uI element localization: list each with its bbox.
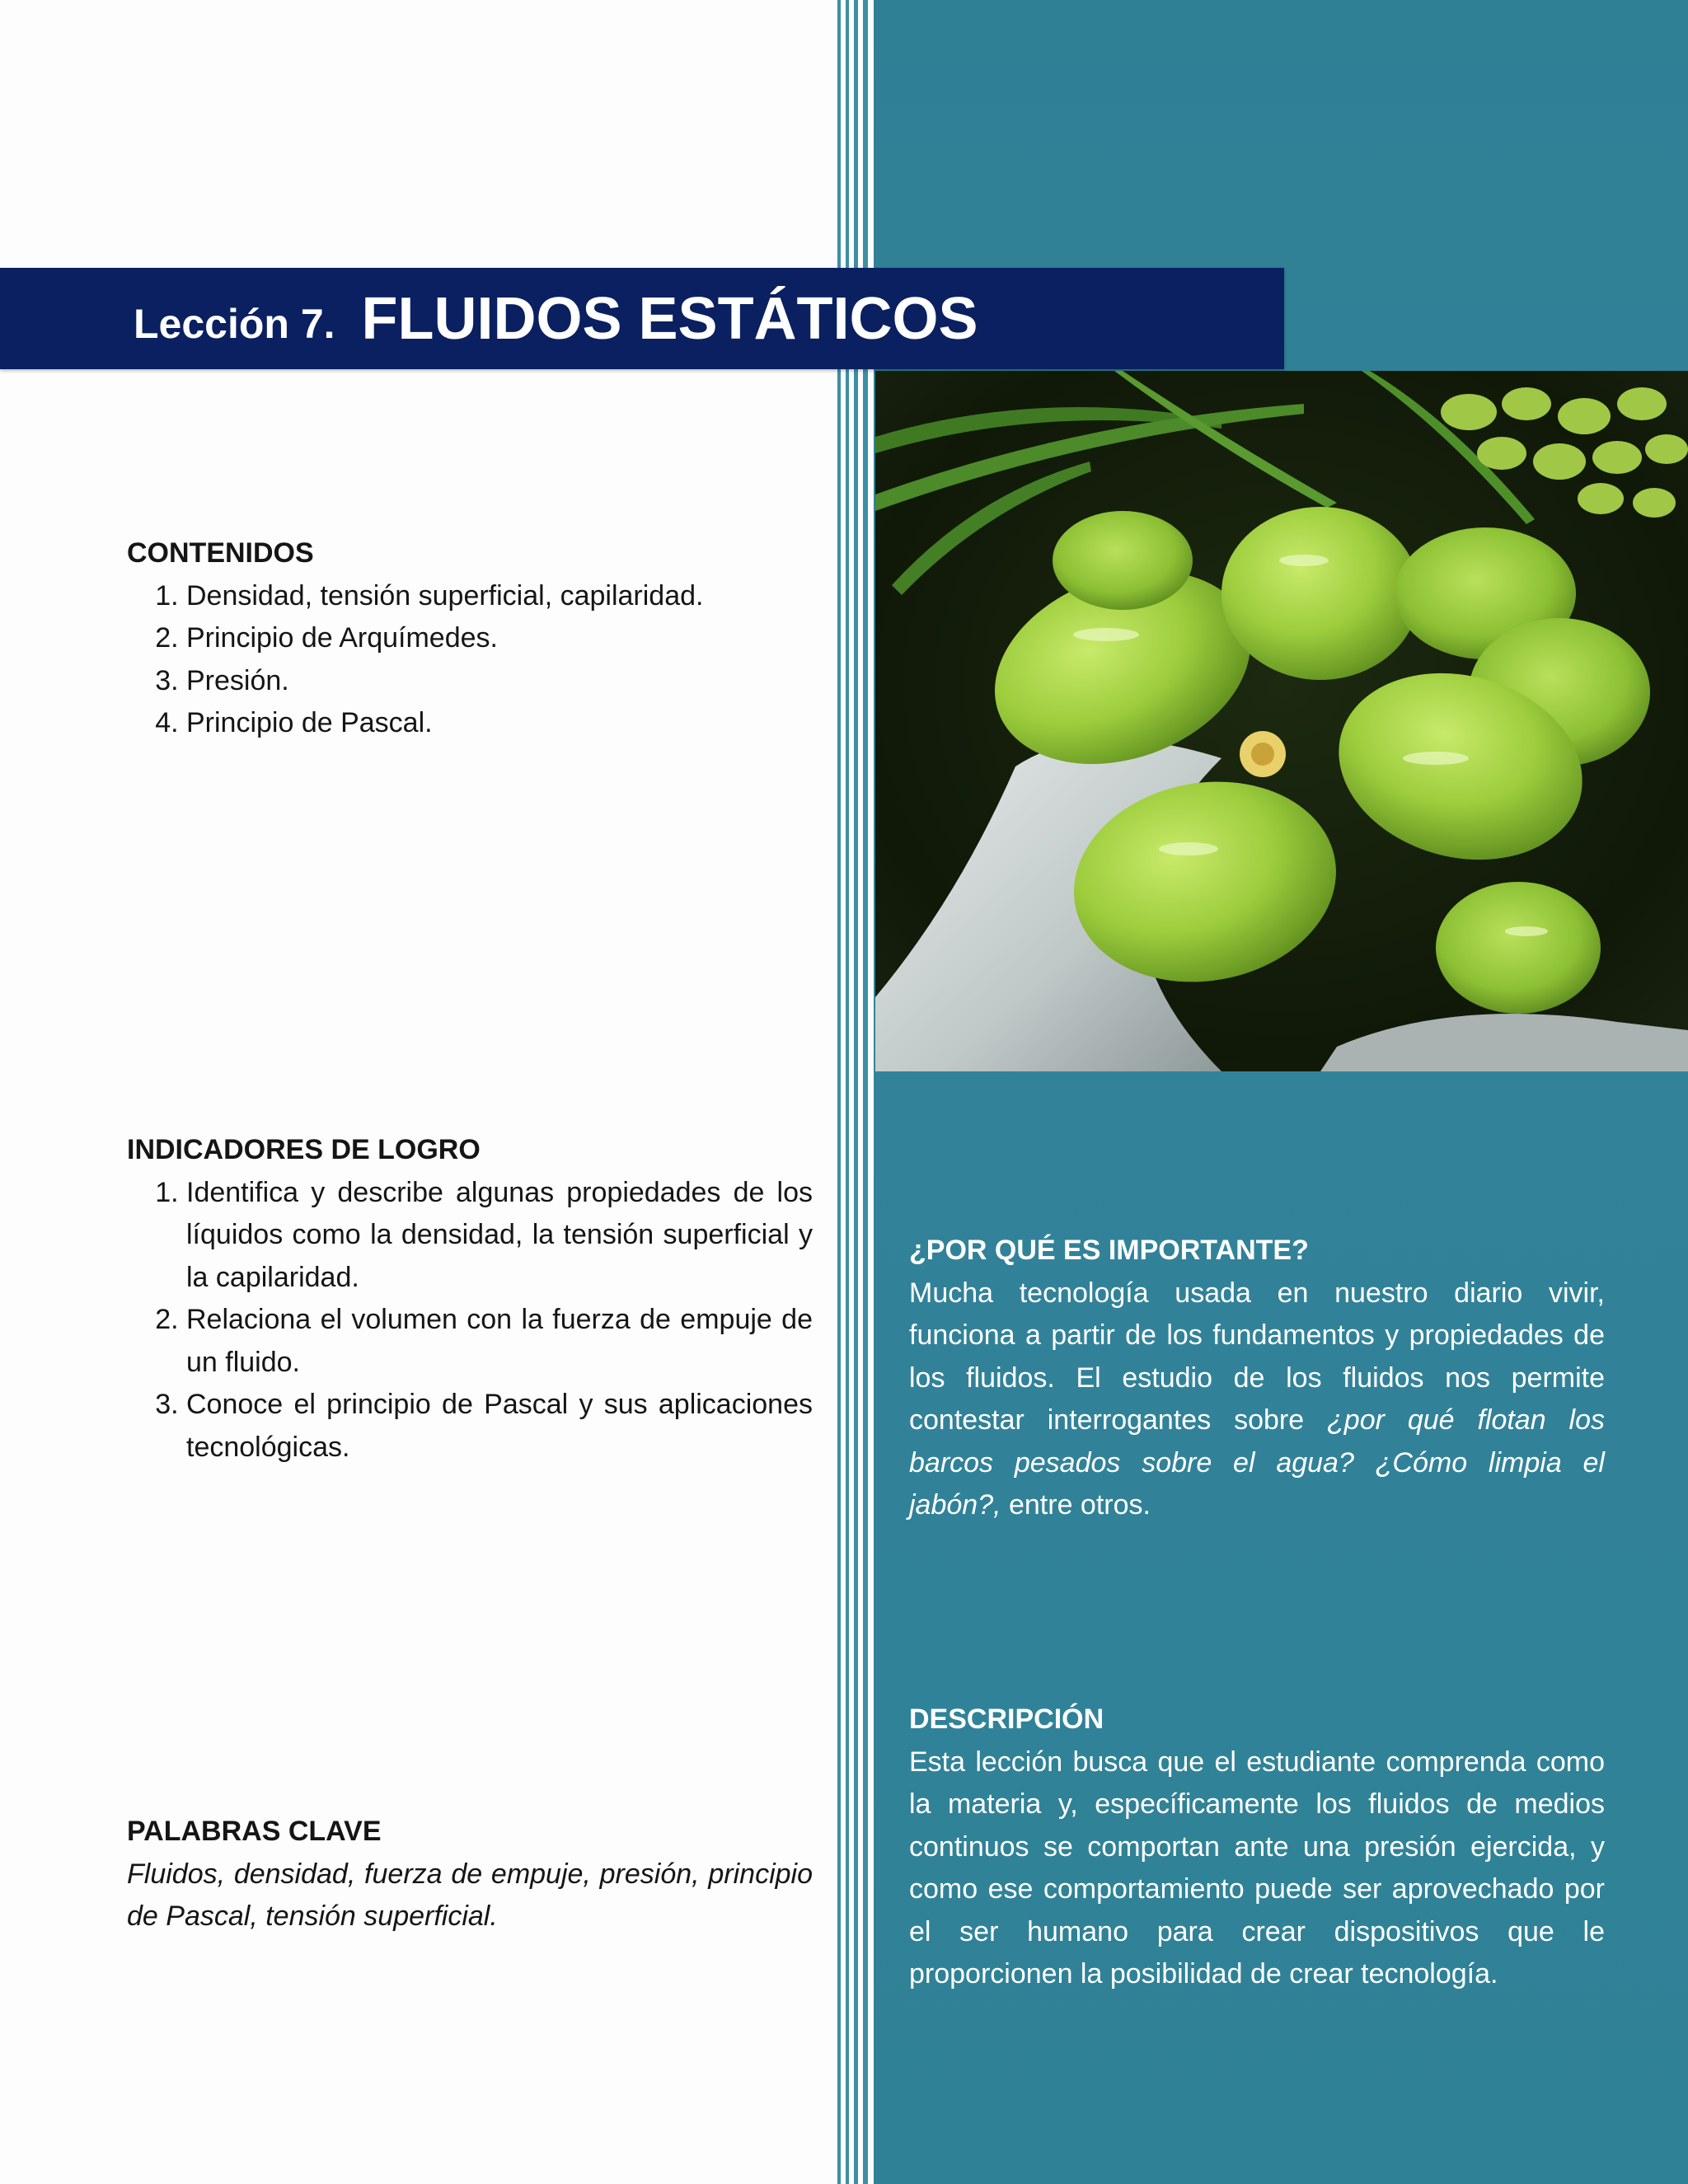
- importancia-heading: ¿POR QUÉ ES IMPORTANTE?: [909, 1235, 1309, 1266]
- importancia-text-part2: entre otros.: [1001, 1489, 1151, 1521]
- importancia-section: [909, 1230, 1605, 1527]
- lesson-label: Lección 7.: [134, 300, 335, 347]
- list-item: 4. Principio de Pascal.: [186, 702, 813, 745]
- indicadores-heading: INDICADORES DE LOGRO: [127, 1134, 481, 1165]
- list-item: 1. Identifica y describe algunas propiedades de los líquidos como la densidad, la tensión superficial y la capilaridad.: [186, 1172, 813, 1300]
- water-lettuce-image-icon: [875, 371, 1688, 1071]
- lesson-title: FLUIDOS ESTÁTICOS: [361, 285, 978, 352]
- palabras-clave-text: Fluidos, densidad, fuerza de empuje, presión, principio de Pascal, tensión superficial.: [127, 1858, 813, 1932]
- descripcion-text: Esta lección busca que el estudiante comprenda como la materia y, específicamente los fluidos de medios continuos se comportan ante una presión ejercida, y como ese comportamiento puede ser aprovechado por el ser humano para crear dispositivos que le proporcionen la posibilidad de crear tecnología.: [909, 1746, 1605, 1990]
- descripcion-heading: DESCRIPCIÓN: [909, 1704, 1104, 1735]
- list-item: 3. Presión.: [186, 660, 813, 703]
- indicadores-list: [127, 1172, 813, 1469]
- list-item: 2. Relaciona el volumen con la fuerza de empuje de un fluido.: [186, 1299, 813, 1384]
- contenidos-list: [127, 575, 813, 745]
- palabras-clave-heading: PALABRAS CLAVE: [127, 1816, 382, 1847]
- floating-plant-photo: [875, 371, 1688, 1071]
- list-item: 2. Principio de Arquímedes.: [186, 617, 813, 660]
- indicadores-section: [127, 1129, 813, 1469]
- importancia-text: [909, 1272, 1605, 1527]
- importancia-text-part1: Mucha tecnología usada en nuestro diario vivir, funciona a partir de los fundamentos y propiedades de los fluidos. El estudio de los fluidos nos permite contestar interrogantes sobre: [909, 1277, 1605, 1436]
- contenidos-heading: CONTENIDOS: [127, 537, 314, 569]
- contenidos-section: [127, 532, 813, 745]
- page-title: [134, 268, 978, 369]
- list-item: 1. Densidad, tensión superficial, capilaridad.: [186, 575, 813, 618]
- descripcion-section: [909, 1699, 1605, 1996]
- importancia-text-italic: ¿por qué flotan los barcos pesados sobre el agua? ¿Cómo limpia el jabón?,: [909, 1404, 1605, 1521]
- list-item: 3. Conoce el principio de Pascal y sus aplicaciones tecnológicas.: [186, 1384, 813, 1469]
- palabras-clave-section: [127, 1811, 813, 1938]
